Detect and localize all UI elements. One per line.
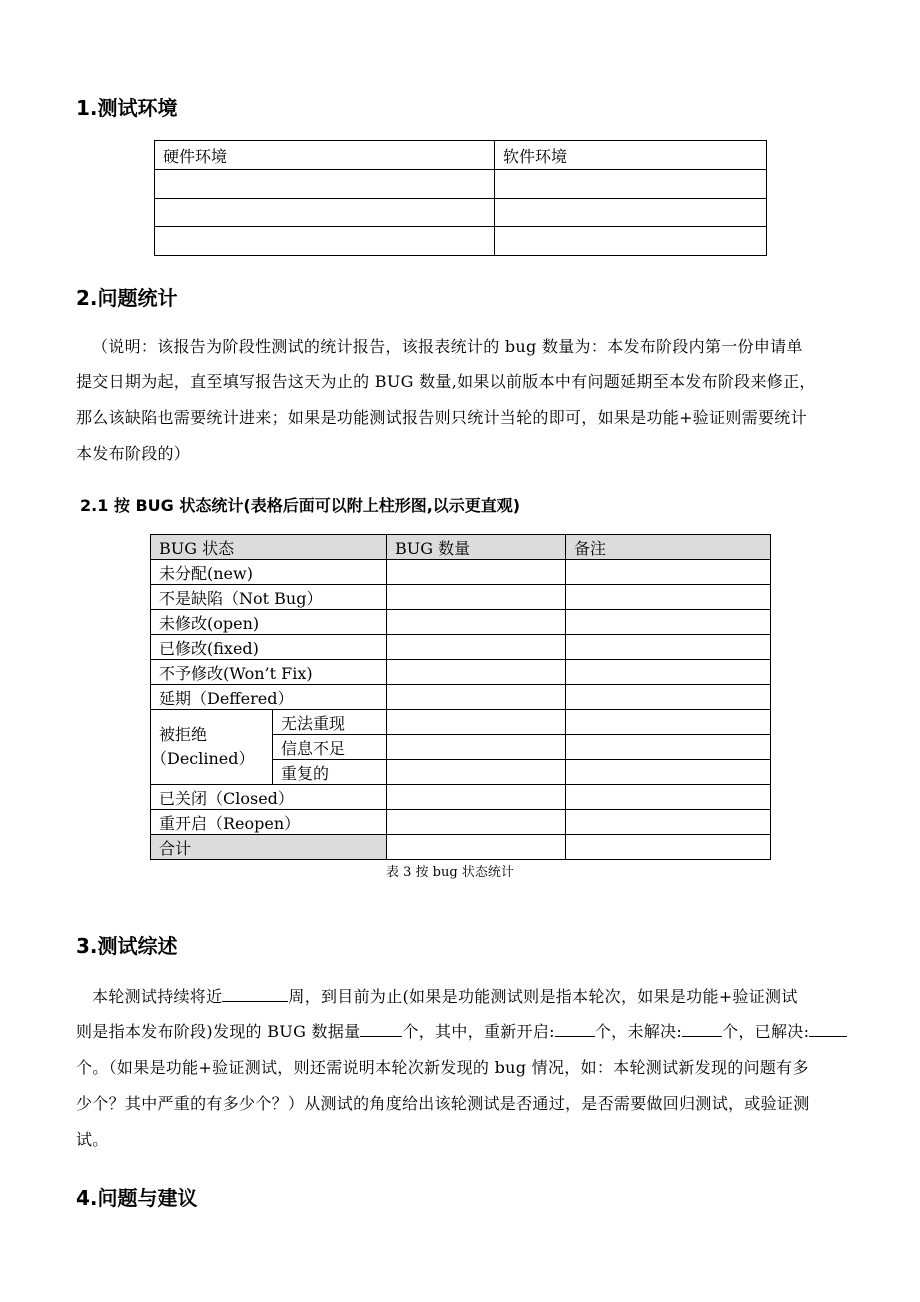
bug-remark-cell bbox=[566, 735, 771, 760]
resolved-blank[interactable] bbox=[809, 1018, 847, 1037]
environment-table bbox=[154, 140, 767, 256]
bug-row-label: 重开启（Reopen） bbox=[151, 810, 387, 835]
bug-count-cell bbox=[387, 560, 566, 585]
env-cell bbox=[155, 170, 495, 199]
declined-sub-label: 重复的 bbox=[273, 760, 387, 785]
bug-header-remark: 备注 bbox=[566, 535, 771, 560]
env-cell bbox=[495, 199, 767, 227]
summary-text: 个，其中，重新开启: bbox=[402, 1022, 555, 1041]
note-line-1: （说明：该报告为阶段性测试的统计报告，该报表统计的 bug 数量为：本发布阶段内第一份申请单 bbox=[92, 337, 803, 356]
env-header-hardware: 硬件环境 bbox=[155, 141, 495, 170]
env-cell bbox=[495, 170, 767, 199]
bug-count-cell bbox=[387, 710, 566, 735]
bug-remark-cell bbox=[566, 560, 771, 585]
bug-count-cell bbox=[387, 660, 566, 685]
bug-remark-cell bbox=[566, 610, 771, 635]
bug-row-label: 未修改(open) bbox=[151, 610, 387, 635]
section-2-1-title: 2.1 按 BUG 状态统计(表格后面可以附上柱形图,以示更直观) bbox=[80, 496, 521, 515]
bug-remark-cell bbox=[566, 585, 771, 610]
summary-text: 个，未解决: bbox=[594, 1022, 683, 1041]
declined-sub-label: 信息不足 bbox=[273, 735, 387, 760]
table-caption: 表 3 按 bug 状态统计 bbox=[386, 865, 514, 880]
bug-count-cell bbox=[387, 610, 566, 635]
summary-text: 本轮测试持续将近 bbox=[92, 987, 223, 1006]
bug-remark-cell bbox=[566, 760, 771, 785]
bug-row-total: 合计 bbox=[151, 835, 387, 860]
bug-header-status: BUG 状态 bbox=[151, 535, 387, 560]
summary-line-2 bbox=[76, 1017, 847, 1047]
bug-count-cell bbox=[387, 635, 566, 660]
summary-line-1 bbox=[92, 982, 798, 1012]
bug-remark-cell bbox=[566, 710, 771, 735]
bug-count-cell bbox=[387, 760, 566, 785]
bug-row-label: 未分配(new) bbox=[151, 560, 387, 585]
note-line-3: 那么该缺陷也需要统计进来；如果是功能测试报告则只统计当轮的即可，如果是功能+验证则需要统计 bbox=[76, 408, 807, 427]
summary-text: 则是指本发布阶段)发现的 BUG 数据量 bbox=[76, 1022, 361, 1041]
bug-remark-cell bbox=[566, 785, 771, 810]
env-cell bbox=[155, 227, 495, 256]
unresolved-blank[interactable] bbox=[682, 1018, 722, 1037]
bug-header-count: BUG 数量 bbox=[387, 535, 566, 560]
reopened-blank[interactable] bbox=[555, 1018, 595, 1037]
bug-count-blank[interactable] bbox=[360, 1018, 402, 1037]
declined-sub-label: 无法重现 bbox=[273, 710, 387, 735]
bug-count-cell bbox=[387, 810, 566, 835]
bug-count-cell bbox=[387, 835, 566, 860]
bug-row-label: 不予修改(Won’t Fix) bbox=[151, 660, 387, 685]
section-3-title: 3.测试综述 bbox=[76, 934, 178, 958]
bug-row-label: 不是缺陷（Not Bug） bbox=[151, 585, 387, 610]
bug-row-declined bbox=[151, 710, 273, 785]
bug-remark-cell bbox=[566, 810, 771, 835]
bug-row-label: 已关闭（Closed） bbox=[151, 785, 387, 810]
env-header-software: 软件环境 bbox=[495, 141, 767, 170]
bug-row-label: 已修改(fixed) bbox=[151, 635, 387, 660]
section-1-title: 1.测试环境 bbox=[76, 96, 178, 120]
summary-line-5: 试。 bbox=[76, 1130, 109, 1149]
bug-count-cell bbox=[387, 585, 566, 610]
bug-row-label: 延期（Deffered） bbox=[151, 685, 387, 710]
summary-line-4: 少个？其中严重的有多少个？）从测试的角度给出该轮测试是否通过，是否需要做回归测试，或验证测 bbox=[76, 1094, 810, 1113]
note-line-2: 提交日期为起，直至填写报告这天为止的 BUG 数量,如果以前版本中有问题延期至本发布阶段来修正， bbox=[76, 372, 816, 391]
weeks-blank[interactable] bbox=[222, 983, 288, 1002]
section-4-title: 4.问题与建议 bbox=[76, 1186, 198, 1210]
section-2-title: 2.问题统计 bbox=[76, 286, 178, 310]
declined-label-en: （Declined） bbox=[151, 749, 255, 768]
summary-text: 个，已解决: bbox=[722, 1022, 810, 1041]
summary-line-3: 个。（如果是功能+验证测试，则还需说明本轮次新发现的 bug 情况，如：本轮测试新发现的问题有多 bbox=[76, 1058, 809, 1077]
declined-label: 被拒绝 bbox=[159, 725, 208, 744]
bug-remark-cell bbox=[566, 835, 771, 860]
bug-status-table bbox=[150, 534, 771, 860]
bug-count-cell bbox=[387, 685, 566, 710]
bug-count-cell bbox=[387, 785, 566, 810]
env-cell bbox=[155, 199, 495, 227]
bug-remark-cell bbox=[566, 685, 771, 710]
bug-count-cell bbox=[387, 735, 566, 760]
bug-remark-cell bbox=[566, 635, 771, 660]
summary-text: 周，到目前为止(如果是功能测试则是指本轮次，如果是功能+验证测试 bbox=[288, 987, 798, 1006]
env-cell bbox=[495, 227, 767, 256]
note-line-4: 本发布阶段的） bbox=[76, 444, 191, 463]
bug-remark-cell bbox=[566, 660, 771, 685]
